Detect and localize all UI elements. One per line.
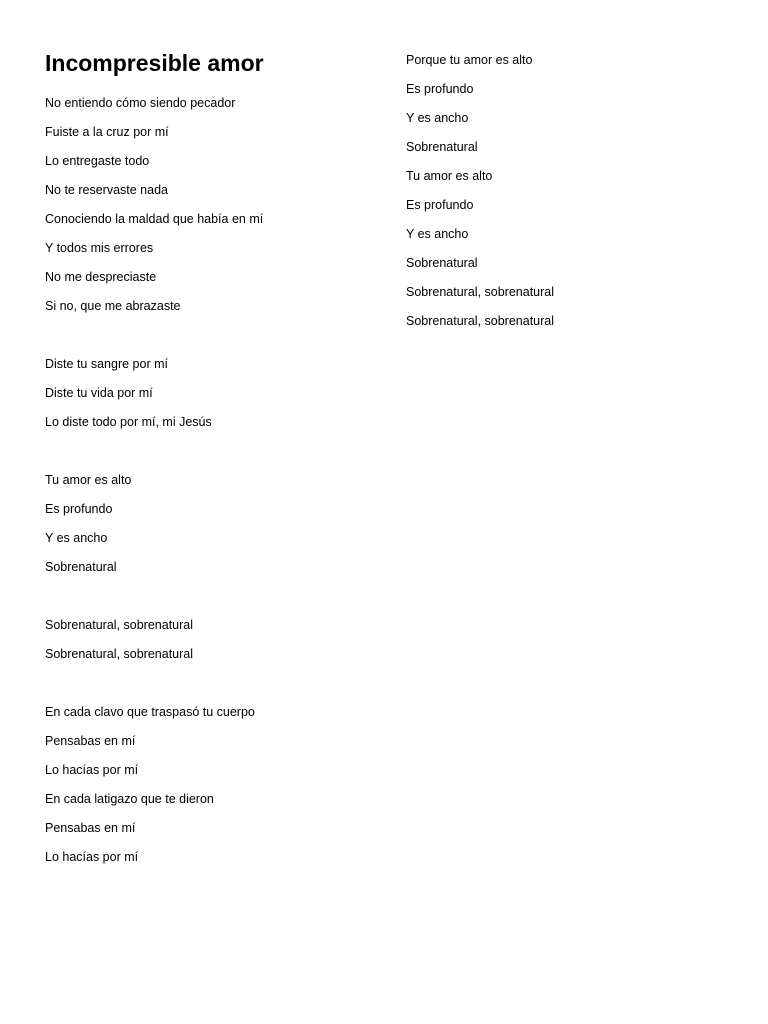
lyric-line: Diste tu sangre por mí (45, 357, 168, 371)
lyric-line: En cada clavo que traspasó tu cuerpo (45, 705, 255, 719)
lyric-line: Y todos mis errores (45, 241, 154, 255)
verse-3 (45, 698, 375, 872)
lyric-line: Es profundo (45, 502, 113, 516)
lyric-line: Lo diste todo por mí, mi Jesús (45, 415, 212, 429)
lyric-line: Es profundo (406, 198, 474, 212)
song-title: Incompresible amor (45, 50, 264, 76)
chorus (45, 466, 375, 582)
stanza-gap (45, 582, 375, 611)
lyric-line: Porque tu amor es alto (406, 53, 533, 67)
lyric-line: No te reservaste nada (45, 183, 168, 197)
verse-1 (45, 89, 375, 321)
lyric-line: Es profundo (406, 82, 474, 96)
lyric-line: Diste tu vida por mí (45, 386, 153, 400)
stanza-gap (45, 321, 375, 350)
lyric-line: Lo hacías por mí (45, 850, 139, 864)
lyric-line: Sobrenatural, sobrenatural (406, 285, 555, 299)
stanza-gap (45, 437, 375, 466)
lyric-line: Sobrenatural, sobrenatural (45, 647, 194, 661)
lyric-line: No me despreciaste (45, 270, 157, 284)
lyric-line: Pensabas en mí (45, 734, 136, 748)
lyric-line: Y es ancho (406, 111, 469, 125)
lyric-line: Pensabas en mí (45, 821, 136, 835)
lyric-line: Fuiste a la cruz por mí (45, 125, 169, 139)
stanza-gap (45, 669, 375, 698)
lyric-line: Lo entregaste todo (45, 154, 150, 168)
right-column (406, 46, 736, 336)
lyric-line: Si no, que me abrazaste (45, 299, 181, 313)
lyric-line: En cada latigazo que te dieron (45, 792, 214, 806)
lyric-line: Conociendo la maldad que había en mí (45, 212, 264, 226)
lyric-line: Tu amor es alto (406, 169, 493, 183)
left-column (45, 48, 375, 872)
lyric-line: Sobrenatural, sobrenatural (406, 314, 555, 328)
lyric-line: Sobrenatural (45, 560, 117, 574)
lyric-line: Sobrenatural (406, 256, 478, 270)
lyric-line: No entiendo cómo siendo pecador (45, 96, 236, 110)
lyric-line: Lo hacías por mí (45, 763, 139, 777)
lyric-line: Sobrenatural (406, 140, 478, 154)
lyric-line: Y es ancho (406, 227, 469, 241)
bridge (45, 611, 375, 669)
verse-2 (45, 350, 375, 437)
lyric-line: Sobrenatural, sobrenatural (45, 618, 194, 632)
lyric-line: Y es ancho (45, 531, 108, 545)
lyric-line: Tu amor es alto (45, 473, 132, 487)
